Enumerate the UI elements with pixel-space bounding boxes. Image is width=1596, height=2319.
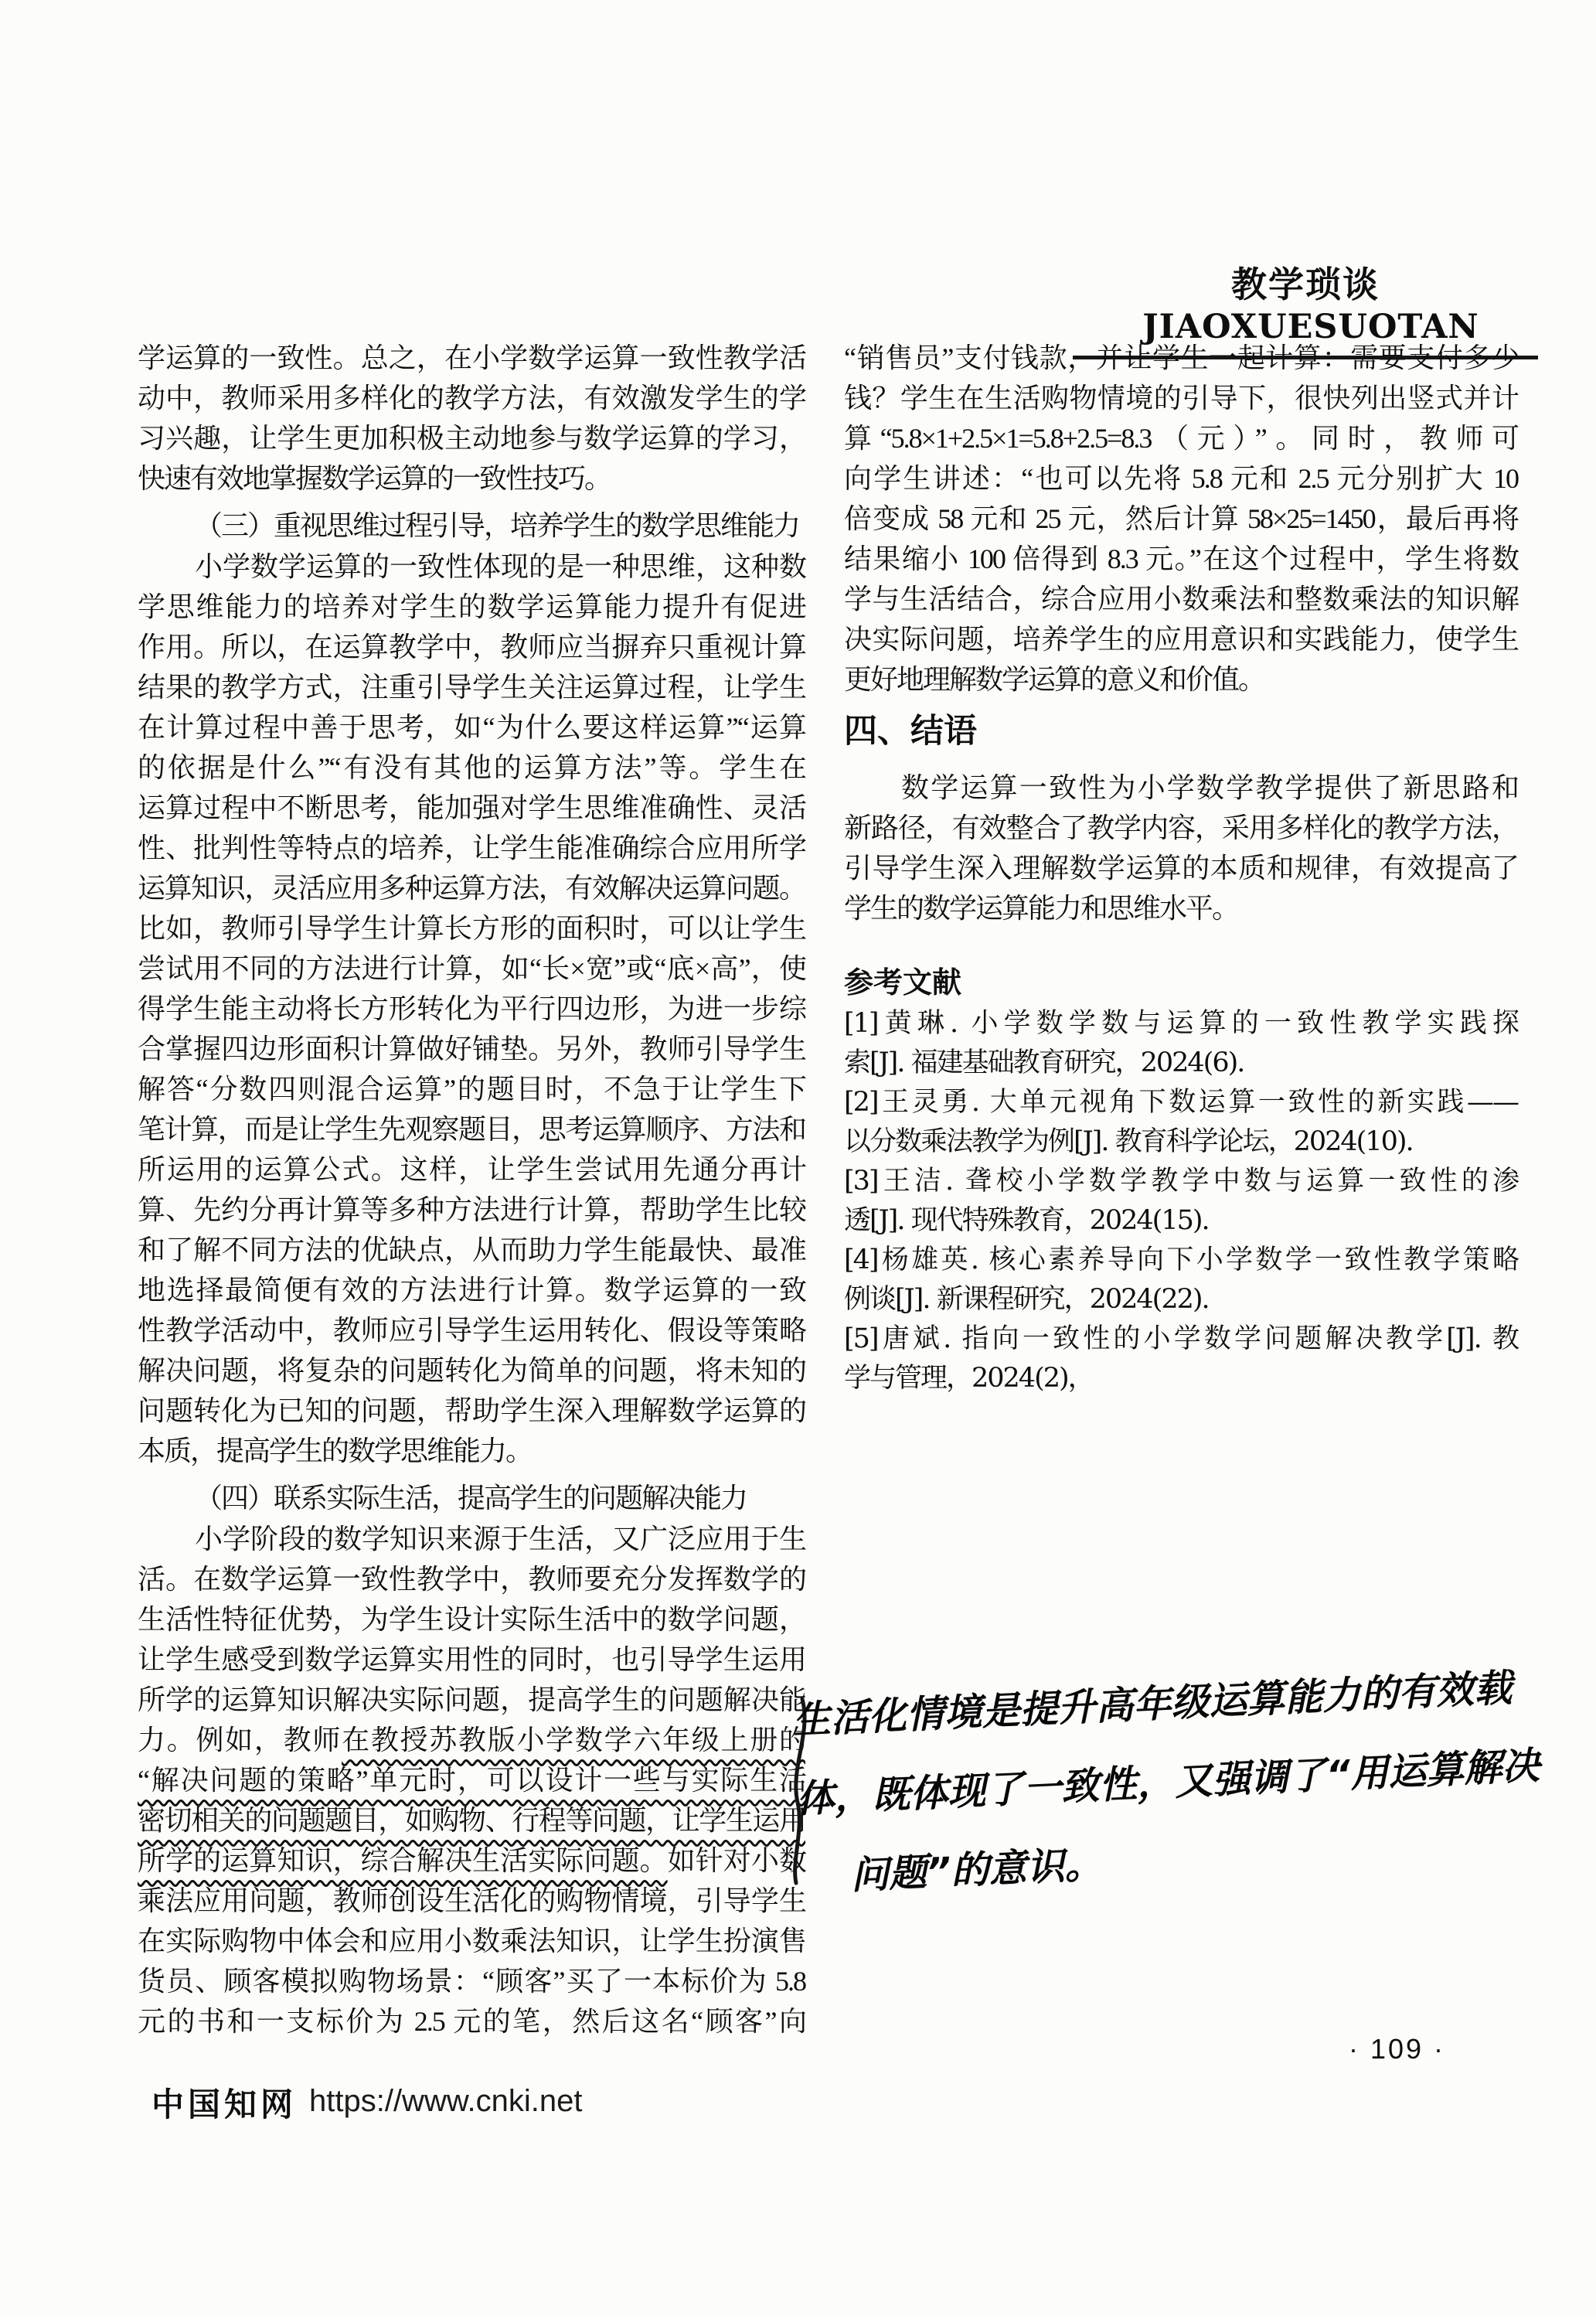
cnki-brand: 中国知网 [151, 2086, 298, 2123]
text-segment: 如针对小数 [667, 1845, 805, 1876]
text-line: 算“5.8×1+2.5×1=5.8+2.5=8.3（元）”。同时，教师可 [844, 423, 1518, 454]
text-line: 数学运算一致性为小学数学教学提供了新思路和 [901, 772, 1518, 803]
text-line: [4]杨雄英. 核心素养导向下小学数学一致性教学策略 [844, 1245, 1518, 1275]
references-heading: 参考文献 [844, 965, 962, 999]
text-line: 笔计算，而是让学生先观察题目，思考运算顺序、方法和 [138, 1114, 805, 1145]
text-line: 引导学生深入理解数学运算的本质和规律，有效提高了 [844, 853, 1518, 884]
text-line: 合掌握四边形面积计算做好铺垫。另外，教师引导学生 [138, 1034, 805, 1064]
text-line [138, 1841, 805, 1881]
text-line: 小学阶段的数学知识来源于生活，又广泛应用于生 [195, 1524, 805, 1555]
text-line: 尝试用不同的方法进行计算，如“长×宽”或“底×高”，使 [138, 953, 805, 984]
text-line: 解答“分数四则混合运算”的题目时，不急于让学生下 [138, 1074, 805, 1105]
text-line: （四）联系实际生活，提高学生的问题解决能力 [195, 1483, 747, 1514]
text-line: 本质，提高学生的数学思维能力。 [138, 1435, 533, 1466]
underlined-text-segment: 所学的运算知识，综合解决生活实际问题。 [138, 1845, 668, 1876]
text-line [138, 1720, 805, 1760]
right-text-column [844, 338, 1518, 1398]
text-line: [2]王灵勇. 大单元视角下数运算一致性的新实践—— [844, 1087, 1518, 1118]
text-line: 在实际购物中体会和应用小数乘法知识，让学生扮演售 [138, 1926, 805, 1956]
text-line: 性、批判性等特点的培养，让学生能准确综合应用所学 [138, 833, 805, 863]
handwritten-annotation-line: 生活化情境是提升高年级运算能力的有效载 [791, 1666, 1513, 1743]
text-line: 地选择最简便有效的方法进行计算。数学运算的一致 [138, 1275, 805, 1306]
text-line: 货员、顾客模拟购物场景：“顾客”买了一本标价为 5.8 [138, 1966, 805, 1997]
cnki-url: https://www.cnki.net [309, 2084, 583, 2118]
page-number: · 109 · [1349, 2033, 1446, 2065]
text-line: “解决问题的策略”单元时，可以设计一些与实际生活 [138, 1765, 805, 1796]
text-segment: 力。例如，教师 [138, 1725, 342, 1755]
text-line: 乘法应用问题，教师创设生活化的购物情境，引导学生 [138, 1885, 805, 1916]
handwritten-annotation [791, 1646, 1590, 1918]
text-line: 算、先约分再计算等多种方法进行计算，帮助学生比较 [138, 1194, 805, 1225]
text-line: 新路径，有效整合了教学内容，采用多样化的教学方法， [844, 812, 1518, 843]
text-line: [1]黄琳. 小学数学数与运算的一致性教学实践探 [844, 1008, 1518, 1039]
text-line: 快速有效地掌握数学运算的一致性技巧。 [138, 463, 611, 494]
text-line: 结果缩小 100 倍得到 8.3 元。”在这个过程中，学生将数 [844, 543, 1518, 574]
text-line: 活。在数学运算一致性教学中，教师要充分发挥数学的 [138, 1564, 805, 1595]
text-line: 习兴趣，让学生更加积极主动地参与数学运算的学习， [138, 423, 805, 454]
column-title [1073, 257, 1538, 346]
handwritten-annotation-line: 问题”的意识。 [849, 1842, 1104, 1898]
text-line: 透[J]. 现代特殊教育，2024(15). [844, 1205, 1209, 1236]
text-line: 和了解不同方法的优缺点，从而助力学生能最快、最准 [138, 1234, 805, 1265]
text-line: 例谈[J]. 新课程研究，2024(22). [844, 1284, 1209, 1315]
text-line: 倍变成 58 元和 25 元，然后计算 58×25=1450，最后再将 [844, 503, 1518, 534]
conclusion-paragraph [844, 768, 1518, 928]
text-line: 学与管理，2024(2)， [844, 1363, 1094, 1394]
text-line: 动中，教师采用多样化的教学方法，有效激发学生的学 [138, 383, 805, 414]
text-line: 作用。所以，在运算教学中，教师应当摒弃只重视计算 [138, 632, 805, 662]
text-line: 学思维能力的培养对学生的数学运算能力提升有促进 [138, 591, 805, 622]
text-line: 元的书和一支标价为 2.5 元的笔，然后这名“顾客”向 [138, 2006, 805, 2037]
text-line: 比如，教师引导学生计算长方形的面积时，可以让学生 [138, 913, 805, 944]
text-line: 小学数学运算的一致性体现的是一种思维，这种数 [195, 551, 805, 582]
text-line: 所学的运算知识解决实际问题，提高学生的问题解决能 [138, 1684, 805, 1715]
text-line: 的依据是什么”“有没有其他的运算方法”等。学生在 [138, 752, 805, 783]
column-title-pinyin: JIAOXUESUOTAN [1142, 308, 1479, 346]
text-line: 运算知识，灵活应用多种运算方法，有效解决运算问题。 [138, 873, 805, 904]
text-line: 学运算的一致性。总之，在小学数学运算一致性教学活 [138, 342, 805, 373]
text-line: 钱？学生在生活购物情境的引导下，很快列出竖式并计 [844, 383, 1518, 414]
text-line: 索[J]. 福建基础教育研究，2024(6). [844, 1047, 1244, 1078]
text-line: 向学生讲述：“也可以先将 5.8 元和 2.5 元分别扩大 10 [844, 463, 1518, 494]
text-line: 学与生活结合，综合应用小数乘法和整数乘法的知识解 [844, 584, 1518, 615]
text-line: 以分数乘法教学为例[J]. 教育科学论坛，2024(10). [844, 1126, 1413, 1157]
text-line: 密切相关的问题题目，如购物、行程等问题，让学生运用 [138, 1805, 805, 1836]
text-line: 性教学活动中，教师应引导学生运用转化、假设等策略 [138, 1315, 805, 1346]
text-line: 得学生能主动将长方形转化为平行四边形，为进一步综 [138, 993, 805, 1024]
text-line: 决实际问题，培养学生的应用意识和实践能力，使学生 [844, 624, 1518, 655]
text-line: 学生的数学运算能力和思维水平。 [844, 893, 1239, 924]
text-line: [3]王洁. 聋校小学数学教学中数与运算一致性的渗 [844, 1166, 1518, 1197]
text-line: 问题转化为已知的问题，帮助学生深入理解数学运算的 [138, 1395, 805, 1426]
conclusion-heading: 四、结语 [844, 713, 977, 750]
text-line: 更好地理解数学运算的意义和价值。 [844, 664, 1265, 695]
column-title-chinese: 教学琐谈 [1231, 264, 1380, 305]
text-line: 在计算过程中善于思考，如“为什么要这样运算”“运算 [138, 712, 805, 743]
text-line: [5]唐斌. 指向一致性的小学数学问题解决教学[J]. 教 [844, 1323, 1518, 1354]
text-line: 所运用的运算公式。这样，让学生尝试用先通分再计 [138, 1154, 805, 1185]
text-line: 让学生感受到数学运算实用性的同时，也引导学生运用 [138, 1644, 805, 1675]
text-line: （三）重视思维过程引导，培养学生的数学思维能力 [195, 510, 800, 542]
text-line: 结果的教学方式，注重引导学生关注运算过程，让学生 [138, 672, 805, 703]
underlined-text-segment: 在教授苏教版小学数学六年级上册的 [342, 1725, 805, 1755]
text-line: “销售员”支付钱款，并让学生一起计算：需要支付多少 [844, 342, 1518, 373]
text-line: 运算过程中不断思考，能加强对学生思维准确性、灵活 [138, 792, 805, 823]
references-list [844, 1004, 1518, 1398]
right-intro-paragraph [844, 338, 1518, 700]
text-line: 解决问题，将复杂的问题转化为简单的问题，将未知的 [138, 1355, 805, 1386]
handwritten-annotation-line: 体，既体现了一致性，又强调了“用运算解决 [795, 1743, 1541, 1822]
text-line: 生活性特征优势，为学生设计实际生活中的数学问题， [138, 1604, 805, 1635]
left-text-column [138, 338, 805, 2041]
